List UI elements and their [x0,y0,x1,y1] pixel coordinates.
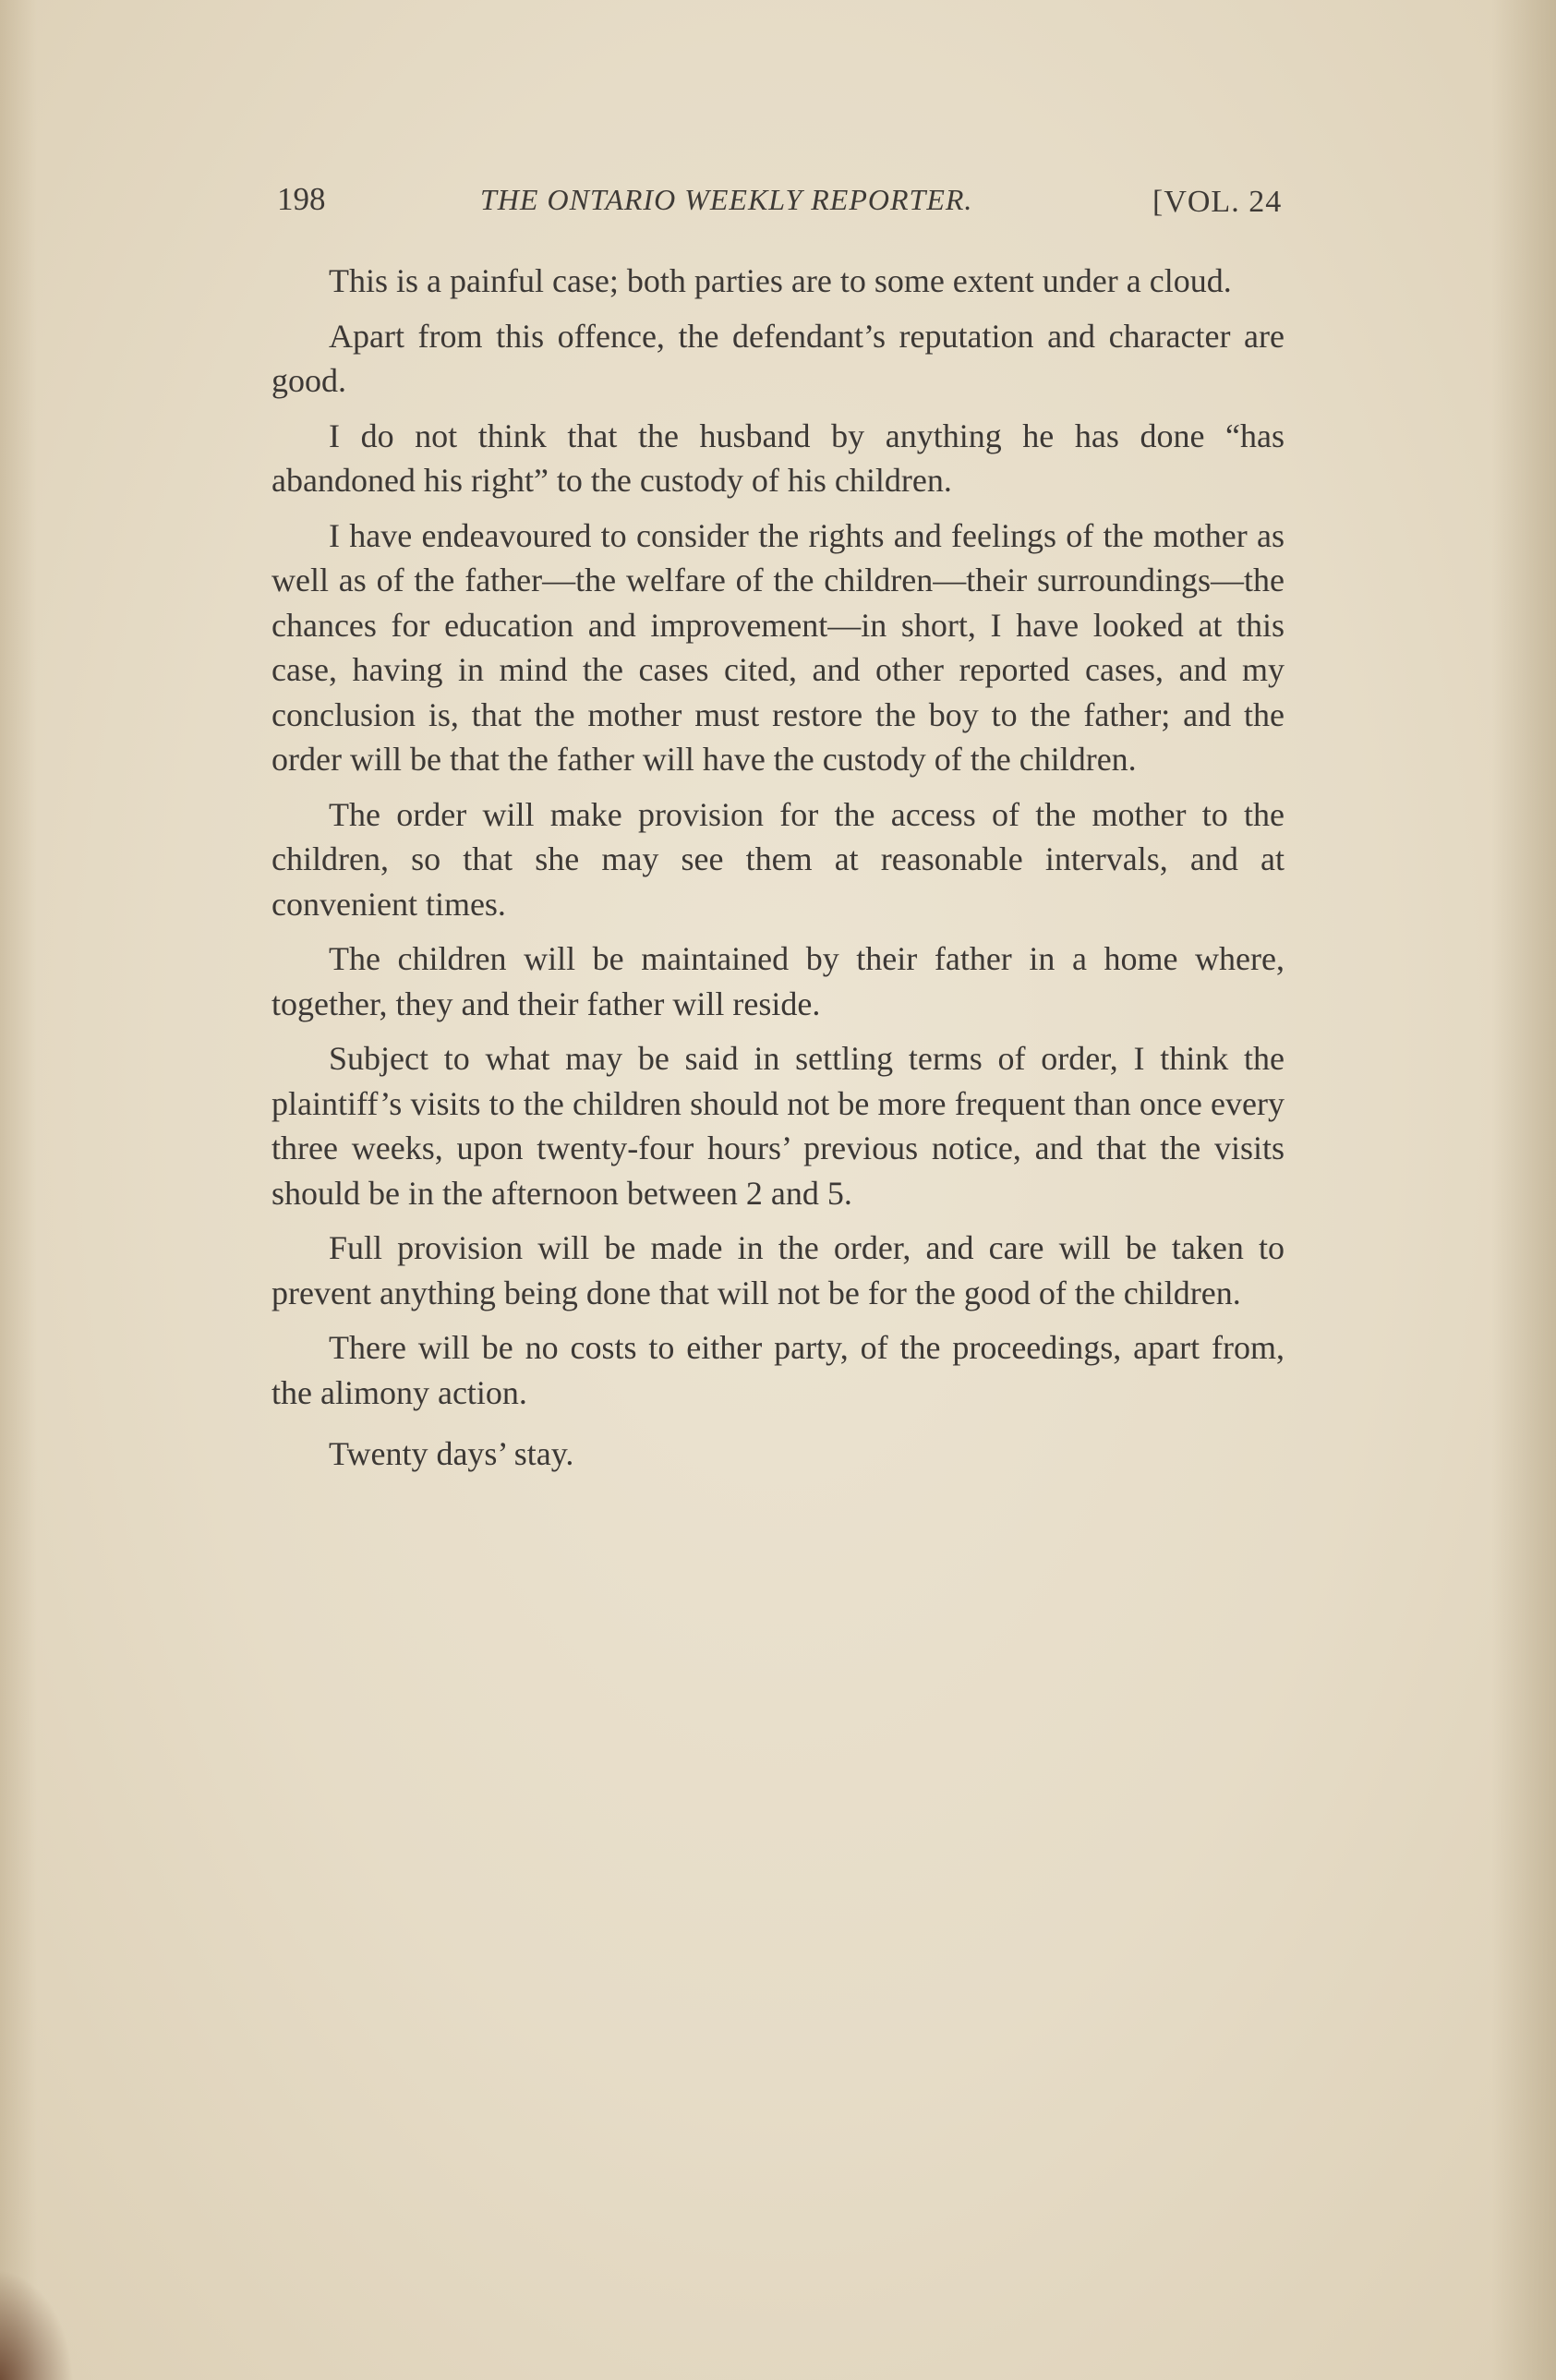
page-edge-shadow-right [1491,0,1556,2380]
paragraph: This is a painful case; both parties are to some extent under a cloud. [329,262,1232,299]
paragraph: I do not think that the husband by anything he has done “has abandoned his right” to the custody of his children. [271,417,1285,499]
paragraph: There will be no costs to either party, of the proceedings, apart from, the alimony action. [271,1329,1285,1411]
volume-marker: [VOL. 24 [1152,185,1283,219]
paragraph: Full provision will be made in the order, and care will be taken to prevent anything being done that will not be for the good of the children. [271,1229,1285,1311]
body-text [271,259,1285,1487]
running-header [277,181,1293,236]
paragraph: The order will make provision for the access of the mother to the children, so that she may see them at reasonable intervals, and at convenient times. [271,795,1285,923]
page-edge-shadow-left [0,0,37,2380]
paragraph: Subject to what may be said in settling terms of order, I think the plaintiff’s visits to the children should not be more frequent than once every three weeks, upon twenty-four hours’ previous notice, and that the visits should be in the afternoon between 2 and 5. [271,1040,1285,1212]
corner-stain [0,2269,74,2380]
page-number: 198 [277,181,326,217]
paragraph: I have endeavoured to consider the rights and feelings of the mother as well as of the father—the welfare of the children—their surroundings—the chances for education and improvement—in short, I have looked at this case, having in mind the cases cited, and other reported cases, and my conclusion is, that the mother must restore the boy to the father; and the order will be that the father will have the custody of the children. [271,516,1285,778]
paragraph: Apart from this offence, the defendant’s reputation and character are good. [271,317,1285,399]
paragraph: Twenty days’ stay. [329,1435,574,1472]
paragraph: The children will be maintained by their father in a home where, together, they and their father will reside. [271,940,1285,1022]
running-title: THE ONTARIO WEEKLY REPORTER. [480,183,973,216]
